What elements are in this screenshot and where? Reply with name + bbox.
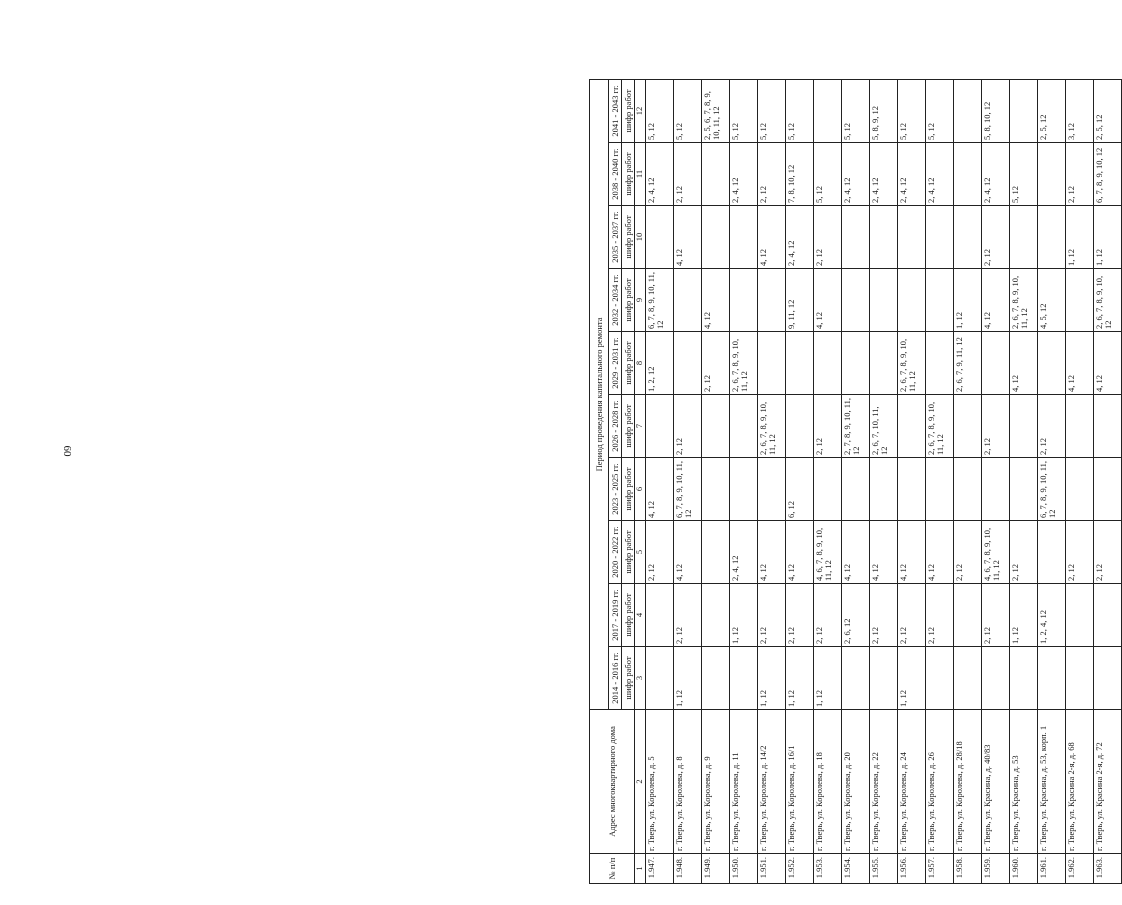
row-address: г. Тверь, ул. Королева, д. 20 <box>842 710 870 854</box>
work-code-cell: 2, 6, 7, 8, 9, 10, 11, 12 <box>1010 269 1038 332</box>
column-number: 11 <box>635 143 646 206</box>
row-number: 1.958. <box>954 854 982 884</box>
row-number: 1.952. <box>786 854 814 884</box>
work-code-cell: 2, 12 <box>814 206 842 269</box>
work-code-cell <box>898 269 926 332</box>
row-address: г. Тверь, ул. Королева, д. 18 <box>814 710 842 854</box>
row-address: г. Тверь, ул. Красина, д. 53 <box>1010 710 1038 854</box>
repair-schedule-table <box>589 79 1122 884</box>
work-code-cell <box>814 332 842 395</box>
work-code-cell <box>702 521 730 584</box>
work-code-cell <box>786 395 814 458</box>
work-code-cell: 2, 5, 12 <box>1094 79 1122 142</box>
work-code-cell: 9, 11, 12 <box>786 269 814 332</box>
table-row <box>758 79 786 883</box>
rotated-page-content <box>589 80 1113 884</box>
row-number: 1.962. <box>1066 854 1094 884</box>
work-code-cell <box>982 647 1010 710</box>
work-code-cell: 2, 12 <box>982 395 1010 458</box>
table-row <box>730 79 758 883</box>
work-code-cell <box>1038 332 1066 395</box>
row-number: 1.956. <box>898 854 926 884</box>
header-code-label: шифр работ <box>622 458 635 521</box>
work-code-cell: 5, 12 <box>1010 143 1038 206</box>
work-code-cell: 2, 4, 12 <box>786 206 814 269</box>
work-code-cell <box>702 458 730 521</box>
header-period: 2032 - 2034 гг. <box>609 269 622 332</box>
work-code-cell: 4, 12 <box>646 458 674 521</box>
work-code-cell <box>786 332 814 395</box>
work-code-cell <box>954 584 982 647</box>
work-code-cell: 4, 5, 12 <box>1038 269 1066 332</box>
table-row <box>702 79 730 883</box>
work-code-cell <box>870 458 898 521</box>
work-code-cell: 2, 6, 7, 8, 9, 10, 11, 12 <box>730 332 758 395</box>
work-code-cell: 5, 12 <box>786 79 814 142</box>
column-number: 1 <box>635 854 646 884</box>
header-col-address: Адрес многоквартирного дома <box>590 710 635 854</box>
work-code-cell <box>1010 79 1038 142</box>
row-address: г. Тверь, ул. Красина, д. 40/83 <box>982 710 1010 854</box>
work-code-cell <box>926 332 954 395</box>
header-period-title: Период проведения капитального ремонта <box>590 79 609 709</box>
work-code-cell: 1, 12 <box>1094 206 1122 269</box>
work-code-cell: 6, 7, 8, 9, 10, 11, 12 <box>646 269 674 332</box>
work-code-cell <box>814 458 842 521</box>
header-period: 2029 - 2031 гг. <box>609 332 622 395</box>
work-code-cell: 2, 12 <box>1066 143 1094 206</box>
work-code-cell: 2, 4, 12 <box>898 143 926 206</box>
work-code-cell: 2, 12 <box>758 143 786 206</box>
work-code-cell: 2, 12 <box>646 521 674 584</box>
header-period: 2041 - 2043 гг. <box>609 79 622 142</box>
work-code-cell <box>954 395 982 458</box>
header-code-label: шифр работ <box>622 521 635 584</box>
header-code-label: шифр работ <box>622 332 635 395</box>
work-code-cell <box>758 458 786 521</box>
work-code-cell <box>702 206 730 269</box>
work-code-cell <box>954 79 982 142</box>
work-code-cell: 2, 12 <box>954 521 982 584</box>
work-code-cell <box>926 269 954 332</box>
work-code-cell: 1, 2, 4, 12 <box>1038 584 1066 647</box>
work-code-cell <box>954 206 982 269</box>
row-address: г. Тверь, ул. Красина, д. 53, корп. 1 <box>1038 710 1066 854</box>
work-code-cell: 5, 8, 9, 12 <box>870 79 898 142</box>
work-code-cell: 5, 12 <box>674 79 702 142</box>
table-row <box>954 79 982 883</box>
work-code-cell <box>730 458 758 521</box>
work-code-cell: 2, 12 <box>1038 395 1066 458</box>
work-code-cell: 4, 6, 7, 8, 9, 10, 11, 12 <box>814 521 842 584</box>
header-code-label: шифр работ <box>622 143 635 206</box>
work-code-cell <box>730 647 758 710</box>
work-code-cell: 2, 6, 7, 10, 11, 12 <box>870 395 898 458</box>
work-code-cell: 4, 12 <box>674 521 702 584</box>
work-code-cell: 4, 12 <box>814 269 842 332</box>
work-code-cell <box>1038 206 1066 269</box>
row-number: 1.951. <box>758 854 786 884</box>
column-number: 2 <box>635 710 646 854</box>
work-code-cell: 6, 12 <box>786 458 814 521</box>
work-code-cell: 5, 12 <box>814 143 842 206</box>
work-code-cell <box>954 143 982 206</box>
work-code-cell: 4, 12 <box>898 521 926 584</box>
work-code-cell: 2, 12 <box>674 143 702 206</box>
header-period: 2038 - 2040 гг. <box>609 143 622 206</box>
work-code-cell <box>1066 395 1094 458</box>
work-code-cell: 2, 6, 7, 8, 9, 10, 11, 12 <box>758 395 786 458</box>
table-row <box>646 79 674 883</box>
work-code-cell: 2, 4, 12 <box>926 143 954 206</box>
work-code-cell: 7, 8, 10, 12 <box>786 143 814 206</box>
work-code-cell: 2, 4, 12 <box>646 143 674 206</box>
work-code-cell <box>842 332 870 395</box>
work-code-cell <box>1066 458 1094 521</box>
row-address: г. Тверь, ул. Королева, д. 28/18 <box>954 710 982 854</box>
work-code-cell: 4, 12 <box>1066 332 1094 395</box>
work-code-cell: 1, 12 <box>954 269 982 332</box>
row-number: 1.957. <box>926 854 954 884</box>
row-address: г. Тверь, ул. Королева, д. 9 <box>702 710 730 854</box>
work-code-cell <box>1010 458 1038 521</box>
work-code-cell <box>898 395 926 458</box>
work-code-cell: 1, 2, 12 <box>646 332 674 395</box>
header-code-label: шифр работ <box>622 206 635 269</box>
work-code-cell <box>702 143 730 206</box>
column-number: 4 <box>635 584 646 647</box>
work-code-cell: 2, 6, 12 <box>842 584 870 647</box>
work-code-cell <box>1066 269 1094 332</box>
work-code-cell: 4, 12 <box>982 269 1010 332</box>
work-code-cell <box>730 269 758 332</box>
work-code-cell <box>814 79 842 142</box>
header-col-num: № п/п <box>590 854 635 884</box>
work-code-cell: 2, 6, 7, 8, 9, 10, 11, 12 <box>926 395 954 458</box>
column-number: 9 <box>635 269 646 332</box>
table-row <box>870 79 898 883</box>
row-address: г. Тверь, ул. Королева, д. 8 <box>674 710 702 854</box>
work-code-cell: 2, 12 <box>786 584 814 647</box>
work-code-cell <box>1094 647 1122 710</box>
header-period: 2023 - 2025 гг. <box>609 458 622 521</box>
table-row <box>926 79 954 883</box>
work-code-cell: 2, 12 <box>702 332 730 395</box>
header-code-label: шифр работ <box>622 269 635 332</box>
work-code-cell: 1, 12 <box>1010 584 1038 647</box>
row-number: 1.947. <box>646 854 674 884</box>
row-number: 1.950. <box>730 854 758 884</box>
work-code-cell <box>1094 458 1122 521</box>
work-code-cell <box>842 647 870 710</box>
header-period: 2014 - 2016 гг. <box>609 647 622 710</box>
work-code-cell <box>730 395 758 458</box>
column-number: 6 <box>635 458 646 521</box>
work-code-cell: 2, 12 <box>926 584 954 647</box>
work-code-cell <box>1038 143 1066 206</box>
work-code-cell <box>646 206 674 269</box>
work-code-cell <box>646 395 674 458</box>
column-number: 8 <box>635 332 646 395</box>
work-code-cell: 1, 12 <box>674 647 702 710</box>
work-code-cell: 4, 12 <box>1094 332 1122 395</box>
work-code-cell <box>702 647 730 710</box>
work-code-cell <box>1066 584 1094 647</box>
row-number: 1.963. <box>1094 854 1122 884</box>
work-code-cell <box>898 206 926 269</box>
column-number: 3 <box>635 647 646 710</box>
work-code-cell: 2, 4, 12 <box>730 521 758 584</box>
work-code-cell <box>702 584 730 647</box>
row-address: г. Тверь, ул. Королева, д. 22 <box>870 710 898 854</box>
work-code-cell: 4, 12 <box>1010 332 1038 395</box>
table-row <box>1010 79 1038 883</box>
work-code-cell: 2, 4, 12 <box>982 143 1010 206</box>
table-row <box>1038 79 1066 883</box>
work-code-cell: 3, 12 <box>1066 79 1094 142</box>
header-period: 2026 - 2028 гг. <box>609 395 622 458</box>
work-code-cell <box>870 332 898 395</box>
work-code-cell: 2, 12 <box>982 206 1010 269</box>
work-code-cell: 5, 12 <box>926 79 954 142</box>
work-code-cell <box>926 206 954 269</box>
work-code-cell: 4, 12 <box>926 521 954 584</box>
table-row <box>786 79 814 883</box>
work-code-cell: 2, 6, 7, 8, 9, 10, 11, 12 <box>898 332 926 395</box>
work-code-cell: 2, 5, 6, 7, 8, 9, 10, 11, 12 <box>702 79 730 142</box>
row-number: 1.954. <box>842 854 870 884</box>
row-number: 1.960. <box>1010 854 1038 884</box>
work-code-cell: 4, 6, 7, 8, 9, 10, 11, 12 <box>982 521 1010 584</box>
header-period: 2020 - 2022 гг. <box>609 521 622 584</box>
work-code-cell <box>982 458 1010 521</box>
work-code-cell: 5, 12 <box>730 79 758 142</box>
work-code-cell <box>1094 584 1122 647</box>
row-address: г. Тверь, ул. Королева, д. 14/2 <box>758 710 786 854</box>
column-number: 10 <box>635 206 646 269</box>
work-code-cell <box>1010 395 1038 458</box>
work-code-cell <box>1010 647 1038 710</box>
work-code-cell: 2, 12 <box>870 584 898 647</box>
work-code-cell: 4, 12 <box>786 521 814 584</box>
work-code-cell: 6, 7, 8, 9, 10, 11, 12 <box>674 458 702 521</box>
work-code-cell: 2, 4, 12 <box>870 143 898 206</box>
work-code-cell: 2, 12 <box>982 584 1010 647</box>
work-code-cell: 2, 12 <box>814 395 842 458</box>
column-number: 12 <box>635 79 646 142</box>
table-row <box>982 79 1010 883</box>
work-code-cell: 2, 7, 8, 9, 10, 11, 12 <box>842 395 870 458</box>
work-code-cell: 2, 6, 7, 8, 9, 10, 12 <box>1094 269 1122 332</box>
work-code-cell: 2, 12 <box>1010 521 1038 584</box>
table-row <box>898 79 926 883</box>
work-code-cell: 4, 12 <box>702 269 730 332</box>
work-code-cell <box>674 269 702 332</box>
column-number: 5 <box>635 521 646 584</box>
work-code-cell: 2, 12 <box>758 584 786 647</box>
work-code-cell: 2, 4, 12 <box>730 143 758 206</box>
row-address: г. Тверь, ул. Королева, д. 5 <box>646 710 674 854</box>
work-code-cell <box>842 269 870 332</box>
work-code-cell: 1, 12 <box>786 647 814 710</box>
work-code-cell: 1, 12 <box>814 647 842 710</box>
work-code-cell: 2, 12 <box>1094 521 1122 584</box>
work-code-cell: 2, 12 <box>1066 521 1094 584</box>
work-code-cell: 6, 7, 8, 9, 10, 11, 12 <box>1038 458 1066 521</box>
header-period: 2017 - 2019 гг. <box>609 584 622 647</box>
work-code-cell <box>842 458 870 521</box>
work-code-cell: 4, 12 <box>674 206 702 269</box>
work-code-cell <box>702 395 730 458</box>
work-code-cell: 4, 12 <box>758 521 786 584</box>
work-code-cell <box>1066 647 1094 710</box>
work-code-cell: 1, 12 <box>730 584 758 647</box>
page-number: 60 <box>61 445 73 457</box>
work-code-cell <box>954 647 982 710</box>
table-row <box>814 79 842 883</box>
work-code-cell <box>730 206 758 269</box>
work-code-cell: 2, 5, 12 <box>1038 79 1066 142</box>
row-address: г. Тверь, ул. Королева, д. 24 <box>898 710 926 854</box>
work-code-cell: 2, 6, 7, 9, 11, 12 <box>954 332 982 395</box>
work-code-cell: 2, 12 <box>814 584 842 647</box>
table-row <box>1094 79 1122 883</box>
row-number: 1.953. <box>814 854 842 884</box>
table-row <box>842 79 870 883</box>
row-number: 1.961. <box>1038 854 1066 884</box>
row-address: г. Тверь, ул. Королева, д. 16/1 <box>786 710 814 854</box>
header-code-label: шифр работ <box>622 79 635 142</box>
work-code-cell: 5, 8, 10, 12 <box>982 79 1010 142</box>
work-code-cell <box>758 332 786 395</box>
work-code-cell: 2, 12 <box>674 584 702 647</box>
work-code-cell: 5, 12 <box>758 79 786 142</box>
row-number: 1.949. <box>702 854 730 884</box>
work-code-cell: 2, 12 <box>898 584 926 647</box>
row-number: 1.959. <box>982 854 1010 884</box>
work-code-cell <box>646 584 674 647</box>
work-code-cell: 2, 4, 12 <box>842 143 870 206</box>
work-code-cell: 1, 12 <box>758 647 786 710</box>
header-code-label: шифр работ <box>622 395 635 458</box>
work-code-cell <box>870 269 898 332</box>
work-code-cell: 4, 12 <box>842 521 870 584</box>
row-address: г. Тверь, ул. Красина 2-я, д. 72 <box>1094 710 1122 854</box>
row-number: 1.948. <box>674 854 702 884</box>
work-code-cell: 6, 7, 8, 9, 10, 12 <box>1094 143 1122 206</box>
work-code-cell <box>1038 647 1066 710</box>
table-row <box>1066 79 1094 883</box>
work-code-cell <box>674 332 702 395</box>
header-code-label: шифр работ <box>622 584 635 647</box>
row-number: 1.955. <box>870 854 898 884</box>
work-code-cell: 4, 12 <box>758 206 786 269</box>
work-code-cell <box>898 458 926 521</box>
header-code-label: шифр работ <box>622 647 635 710</box>
work-code-cell <box>1010 206 1038 269</box>
work-code-cell <box>1094 395 1122 458</box>
work-code-cell <box>926 647 954 710</box>
work-code-cell <box>954 458 982 521</box>
column-number: 7 <box>635 395 646 458</box>
row-address: г. Тверь, ул. Королева, д. 11 <box>730 710 758 854</box>
work-code-cell <box>926 458 954 521</box>
work-code-cell <box>758 269 786 332</box>
work-code-cell <box>870 206 898 269</box>
work-code-cell: 5, 12 <box>646 79 674 142</box>
header-period: 2035 - 2037 гг. <box>609 206 622 269</box>
work-code-cell <box>842 206 870 269</box>
row-address: г. Тверь, ул. Королева, д. 26 <box>926 710 954 854</box>
work-code-cell <box>982 332 1010 395</box>
work-code-cell: 1, 12 <box>898 647 926 710</box>
work-code-cell <box>870 647 898 710</box>
table-row <box>674 79 702 883</box>
work-code-cell: 5, 12 <box>842 79 870 142</box>
work-code-cell: 1, 12 <box>1066 206 1094 269</box>
work-code-cell <box>646 647 674 710</box>
row-address: г. Тверь, ул. Красина 2-я, д. 68 <box>1066 710 1094 854</box>
work-code-cell: 4, 12 <box>870 521 898 584</box>
work-code-cell: 2, 12 <box>674 395 702 458</box>
work-code-cell <box>1038 521 1066 584</box>
work-code-cell: 5, 12 <box>898 79 926 142</box>
